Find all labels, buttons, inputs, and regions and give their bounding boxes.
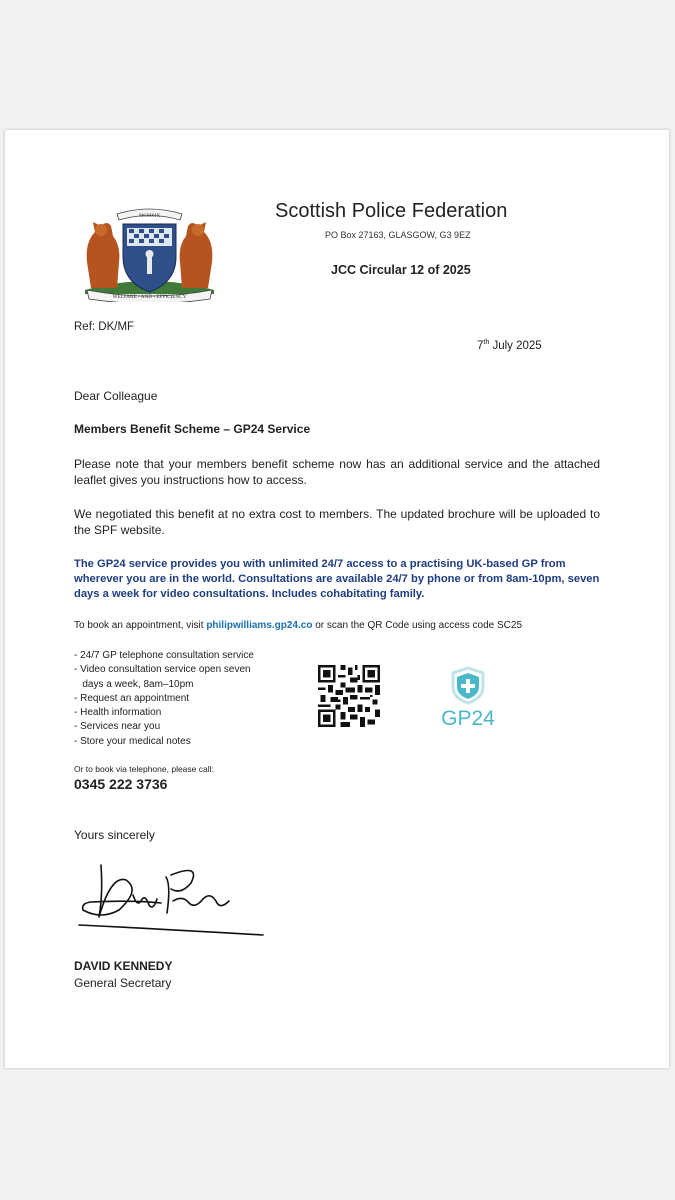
closing: Yours sincerely (74, 828, 155, 842)
feature-item: - Request an appointment (74, 692, 190, 704)
subject-line: Members Benefit Scheme – GP24 Service (74, 422, 311, 436)
booking-instructions: To book an appointment, visit philipwilliams.gp24.co or scan the QR Code using access code SC25 (74, 620, 523, 631)
letter-date: 7th July 2025 (477, 339, 542, 352)
feature-item: - Services near you (74, 721, 161, 733)
org-name: Scottish Police Federation (275, 200, 508, 222)
letter-page (5, 130, 669, 1068)
feature-item: days a week, 8am–10pm (74, 678, 194, 690)
signature (71, 855, 267, 945)
circular-number: JCC Circular 12 of 2025 (331, 263, 471, 277)
body-paragraph: We negotiated this benefit at no extra cost to members. The updated brochure will be uploaded to the SPF website. (74, 507, 600, 537)
body-paragraph: Please note that your members benefit scheme now has an additional service and the attached leaflet gives you instructions how to access. (74, 457, 600, 487)
qr-code[interactable] (318, 665, 380, 727)
highlight-paragraph: The GP24 service provides you with unlimited 24/7 access to a practising UK-based GP from wherever you are in the world. Consultations are available 24/7 by phone or from 8am-10pm, seven days a week for video consultations. Includes cohabitating family. (74, 558, 600, 600)
svg-text:GP24: GP24 (441, 707, 495, 730)
gp24-shield-icon (453, 668, 483, 703)
feature-list (74, 649, 254, 749)
gp24-logo (433, 665, 503, 733)
crest-logo (77, 202, 222, 302)
phone-number[interactable]: 0345 222 3736 (74, 776, 168, 792)
feature-item: - Store your medical notes (74, 735, 191, 747)
feature-item: - 24/7 GP telephone consultation service (74, 650, 254, 661)
booking-link[interactable]: philipwilliams.gp24.co (206, 620, 313, 631)
svg-text:WELFARE • AND • EFFICIENCY: WELFARE • AND • EFFICIENCY (112, 294, 187, 300)
svg-text:MCMXIX: MCMXIX (138, 214, 161, 219)
signer-title: General Secretary (74, 976, 172, 990)
signer-name: DAVID KENNEDY (74, 959, 173, 973)
org-address: PO Box 27163, GLASGOW, G3 9EZ (325, 230, 471, 240)
feature-item: - Health information (74, 707, 162, 719)
salutation: Dear Colleague (74, 389, 158, 403)
phone-label: Or to book via telephone, please call: (74, 764, 214, 774)
feature-item: - Video consultation service open seven (74, 664, 251, 676)
reference: Ref: DK/MF (74, 321, 135, 333)
